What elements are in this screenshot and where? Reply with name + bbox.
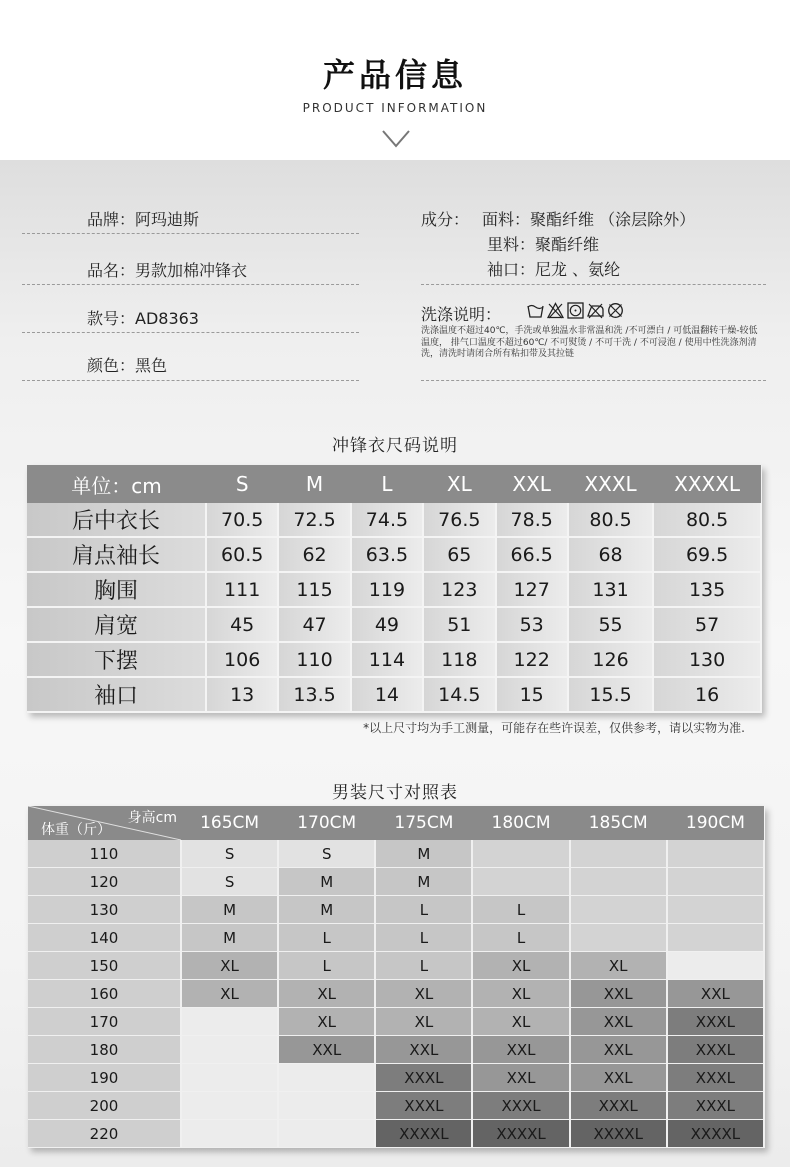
table-cell: 76.5: [423, 503, 495, 537]
size-column-header: M: [278, 465, 350, 503]
size-cell: [181, 1008, 278, 1036]
wash-instructions: 洗涤温度不超过40℃，手洗或单独温水非常温和洗 /不可漂白 / 可低温翻转干燥-较低温度， 排气口温度不超过60℃/ 不可熨烫 / 不可干洗 / 不可浸泡 / 使用中性洗涤剂清洗，清洗时请闭合所有粘扣带及其拉链: [421, 326, 758, 359]
size-cell: XXL: [472, 1064, 569, 1092]
table-cell: 118: [423, 642, 495, 677]
size-cell: [181, 1120, 278, 1148]
no-iron-icon: [587, 302, 604, 319]
size-cell: L: [472, 896, 569, 924]
size-cell: XXXL: [667, 1008, 764, 1036]
product-name: 品名：男款加棉冲锋衣: [87, 261, 248, 280]
fit-chart-header-row: [28, 806, 764, 840]
size-cell: S: [278, 840, 375, 868]
size-cell: XL: [472, 980, 569, 1008]
size-cell: [667, 840, 764, 868]
table-cell: 115: [278, 572, 350, 607]
table-cell: 53: [496, 607, 568, 642]
row-label: 后中衣长: [27, 503, 206, 537]
weight-cell: 170: [28, 1008, 181, 1036]
size-cell: M: [375, 840, 472, 868]
size-column-header: XXXL: [568, 465, 653, 503]
table-row: [28, 952, 764, 980]
fit-chart-title: 男装尺寸对照表: [332, 783, 458, 803]
color: 颜色：黑色: [87, 356, 168, 375]
size-cell: L: [278, 952, 375, 980]
composition-label: 成分：: [421, 210, 470, 229]
height-column-header: 180CM: [472, 806, 569, 840]
size-cell: XXL: [570, 980, 667, 1008]
table-row: [27, 503, 761, 537]
size-cell: XXXL: [667, 1036, 764, 1064]
size-cell: [667, 868, 764, 896]
corner-header: [28, 806, 181, 840]
table-cell: 14.5: [423, 677, 495, 712]
table-cell: 13: [206, 677, 278, 712]
size-column-header: L: [351, 465, 423, 503]
table-row: [28, 896, 764, 924]
height-column-header: 190CM: [667, 806, 764, 840]
size-cell: XL: [570, 952, 667, 980]
table-cell: 131: [568, 572, 653, 607]
table-cell: 110: [278, 642, 350, 677]
table-cell: 68: [568, 537, 653, 572]
size-cell: XL: [181, 952, 278, 980]
size-cell: [667, 952, 764, 980]
row-label: 肩点袖长: [27, 537, 206, 572]
table-cell: 78.5: [496, 503, 568, 537]
wash-icons: [527, 302, 624, 319]
table-cell: 130: [653, 642, 761, 677]
size-cell: XL: [278, 980, 375, 1008]
size-cell: S: [181, 840, 278, 868]
cuff-material: 袖口：尼龙 、氨纶: [487, 260, 621, 279]
table-cell: 111: [206, 572, 278, 607]
size-cell: M: [181, 896, 278, 924]
size-cell: [278, 1092, 375, 1120]
chevron-down-icon: [381, 128, 411, 150]
weight-cell: 130: [28, 896, 181, 924]
table-cell: 62: [278, 537, 350, 572]
row-label: 袖口: [27, 677, 206, 712]
size-cell: XXXL: [472, 1092, 569, 1120]
size-cell: XL: [472, 1008, 569, 1036]
divider: [22, 332, 359, 333]
brand: 品牌：阿玛迪斯: [87, 210, 200, 229]
weight-cell: 190: [28, 1064, 181, 1092]
table-row: [28, 924, 764, 952]
table-row: [28, 1120, 764, 1148]
table-cell: 55: [568, 607, 653, 642]
size-cell: L: [278, 924, 375, 952]
size-cell: XXXL: [570, 1092, 667, 1120]
table-cell: 74.5: [351, 503, 423, 537]
sku: 款号：AD8363: [87, 309, 199, 328]
table-row: [28, 980, 764, 1008]
size-cell: [472, 868, 569, 896]
size-cell: M: [375, 868, 472, 896]
fit-chart-body: [28, 840, 764, 1148]
weight-cell: 110: [28, 840, 181, 868]
size-cell: [181, 1092, 278, 1120]
weight-label: 体重（斤）: [41, 822, 111, 838]
row-label: 下摆: [27, 642, 206, 677]
size-cell: [667, 924, 764, 952]
table-cell: 60.5: [206, 537, 278, 572]
no-dry-clean-icon: [607, 302, 624, 319]
table-cell: 119: [351, 572, 423, 607]
height-column-header: 175CM: [375, 806, 472, 840]
size-cell: XL: [181, 980, 278, 1008]
size-cell: XXL: [570, 1064, 667, 1092]
size-cell: XL: [472, 952, 569, 980]
weight-cell: 140: [28, 924, 181, 952]
table-cell: 14: [351, 677, 423, 712]
table-cell: 80.5: [653, 503, 761, 537]
size-cell: [570, 896, 667, 924]
table-row: [27, 607, 761, 642]
page-subtitle: PRODUCT INFORMATION: [302, 101, 488, 115]
size-cell: L: [472, 924, 569, 952]
size-cell: M: [181, 924, 278, 952]
tumble-dry-low-icon: [567, 302, 584, 319]
size-cell: XXXL: [375, 1064, 472, 1092]
weight-cell: 120: [28, 868, 181, 896]
table-cell: 16: [653, 677, 761, 712]
size-cell: [181, 1064, 278, 1092]
table-cell: 80.5: [568, 503, 653, 537]
table-row: [27, 537, 761, 572]
size-cell: XXL: [472, 1036, 569, 1064]
no-bleach-icon: [547, 302, 564, 319]
table-row: [28, 1036, 764, 1064]
size-chart-title: 冲锋衣尺码说明: [332, 436, 458, 456]
size-cell: [570, 924, 667, 952]
size-cell: [570, 840, 667, 868]
size-cell: XL: [278, 1008, 375, 1036]
size-cell: [472, 840, 569, 868]
measurement-note: *以上尺寸均为手工测量，可能存在些许误差，仅供参考，请以实物为准.: [363, 721, 745, 735]
size-column-header: XXL: [496, 465, 568, 503]
table-row: [27, 642, 761, 677]
wash-40-icon: [527, 302, 544, 319]
table-cell: 127: [496, 572, 568, 607]
size-cell: [181, 1036, 278, 1064]
table-row: [28, 1092, 764, 1120]
table-cell: 70.5: [206, 503, 278, 537]
height-column-header: 165CM: [181, 806, 278, 840]
weight-cell: 150: [28, 952, 181, 980]
size-cell: XXXL: [375, 1092, 472, 1120]
size-cell: XL: [375, 980, 472, 1008]
divider: [22, 284, 359, 285]
table-cell: 126: [568, 642, 653, 677]
row-label: 肩宽: [27, 607, 206, 642]
table-cell: 69.5: [653, 537, 761, 572]
size-cell: XXXL: [667, 1064, 764, 1092]
table-cell: 114: [351, 642, 423, 677]
size-cell: M: [278, 868, 375, 896]
size-cell: XXXXL: [472, 1120, 569, 1148]
size-column-header: XL: [423, 465, 495, 503]
page-title: 产品信息: [322, 56, 467, 94]
size-column-header: XXXXL: [653, 465, 761, 503]
size-cell: [667, 896, 764, 924]
table-cell: 65: [423, 537, 495, 572]
size-cell: XXXXL: [375, 1120, 472, 1148]
weight-cell: 180: [28, 1036, 181, 1064]
divider: [22, 380, 359, 381]
table-cell: 123: [423, 572, 495, 607]
divider: [421, 284, 766, 285]
table-cell: 15: [496, 677, 568, 712]
table-row: [28, 1064, 764, 1092]
table-row: [28, 840, 764, 868]
table-row: [27, 572, 761, 607]
size-cell: M: [278, 896, 375, 924]
height-column-header: 170CM: [278, 806, 375, 840]
table-cell: 57: [653, 607, 761, 642]
size-cell: XXL: [375, 1036, 472, 1064]
size-column-header: S: [206, 465, 278, 503]
size-cell: [278, 1064, 375, 1092]
table-cell: 51: [423, 607, 495, 642]
size-cell: XXL: [278, 1036, 375, 1064]
size-chart-table: [27, 465, 762, 713]
weight-cell: 220: [28, 1120, 181, 1148]
table-cell: 47: [278, 607, 350, 642]
table-cell: 135: [653, 572, 761, 607]
table-cell: 72.5: [278, 503, 350, 537]
fabric: 面料：聚酯纤维 （涂层除外）: [482, 210, 696, 229]
size-cell: XXL: [570, 1008, 667, 1036]
size-cell: S: [181, 868, 278, 896]
size-cell: L: [375, 924, 472, 952]
table-cell: 45: [206, 607, 278, 642]
weight-cell: 160: [28, 980, 181, 1008]
size-cell: XXXXL: [667, 1120, 764, 1148]
size-cell: L: [375, 952, 472, 980]
wash-label: 洗涤说明：: [421, 305, 502, 324]
size-cell: XL: [375, 1008, 472, 1036]
size-chart-header-row: [27, 465, 761, 503]
size-cell: XXL: [667, 980, 764, 1008]
table-cell: 106: [206, 642, 278, 677]
divider: [421, 380, 766, 381]
row-label: 胸围: [27, 572, 206, 607]
size-cell: XXXL: [667, 1092, 764, 1120]
table-cell: 13.5: [278, 677, 350, 712]
size-cell: XXL: [570, 1036, 667, 1064]
size-cell: [278, 1120, 375, 1148]
size-cell: L: [375, 896, 472, 924]
header: [0, 0, 790, 160]
table-cell: 15.5: [568, 677, 653, 712]
table-cell: 66.5: [496, 537, 568, 572]
table-cell: 122: [496, 642, 568, 677]
size-cell: [570, 868, 667, 896]
size-cell: XXXXL: [570, 1120, 667, 1148]
table-cell: 63.5: [351, 537, 423, 572]
table-row: [27, 677, 761, 712]
fit-chart-table: [28, 806, 765, 1148]
height-column-header: 185CM: [570, 806, 667, 840]
divider: [22, 233, 359, 234]
lining: 里料：聚酯纤维: [487, 235, 600, 254]
unit-label: 单位：cm: [27, 465, 206, 503]
height-label: 身高cm: [127, 810, 177, 826]
weight-cell: 200: [28, 1092, 181, 1120]
table-row: [28, 868, 764, 896]
table-cell: 49: [351, 607, 423, 642]
table-row: [28, 1008, 764, 1036]
